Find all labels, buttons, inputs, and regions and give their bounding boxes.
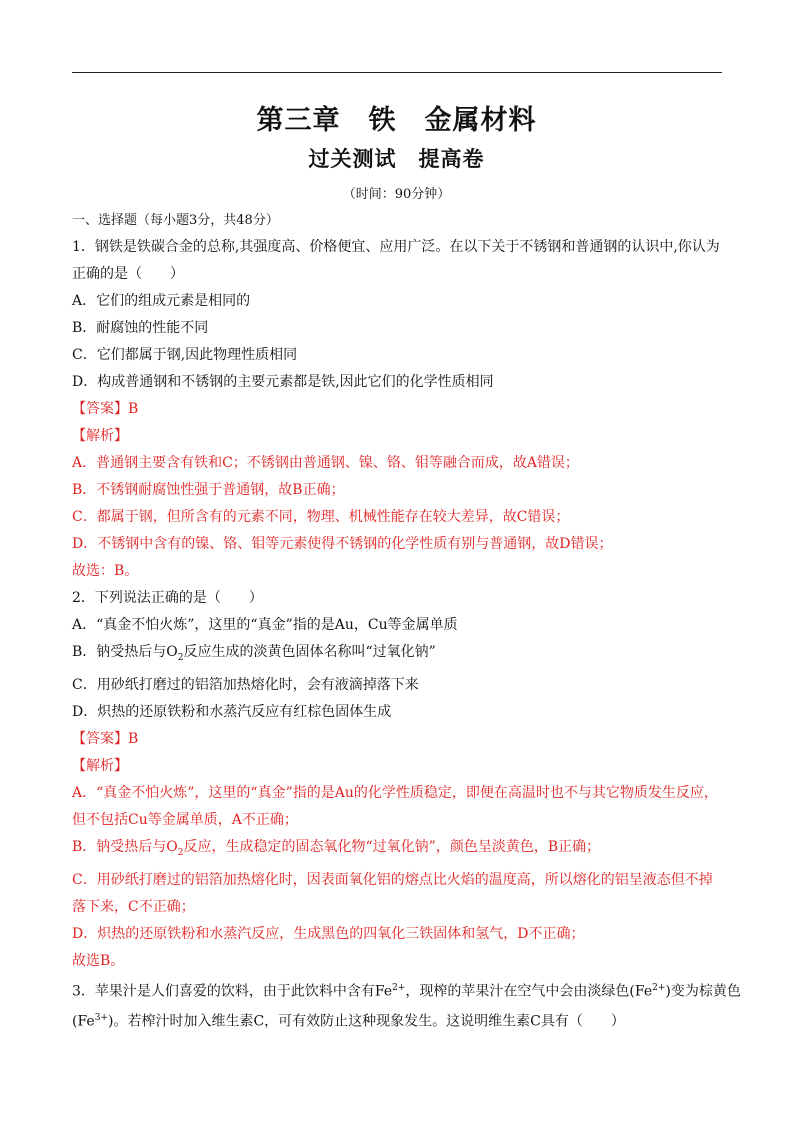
answer-label: 【答案】 <box>72 401 128 417</box>
option-d: D．构成普通钢和不锈钢的主要元素都是铁,因此它们的化学性质相同 <box>72 374 494 390</box>
conclusion: 故选B。 <box>72 952 125 969</box>
answer <box>72 396 724 423</box>
analysis-label: 【解析】 <box>72 428 128 444</box>
analysis-a: A．“真金不怕火炼”，这里的“真金”指的是Au的化学性质稳定，即便在高温时也不与其它物质发生反应， <box>72 784 718 801</box>
question-2 <box>72 585 724 975</box>
subscript: 2 <box>177 652 184 663</box>
question-3 <box>72 975 741 1036</box>
question-stem <box>72 975 741 1006</box>
analysis-a-cont: 但不包括Cu等金属单质，A不正确； <box>72 811 298 828</box>
option-b <box>72 639 724 672</box>
superscript: 2+ <box>652 982 666 993</box>
stem-text-cont: ，现榨的苹果汁在空气中会由淡绿色(Fe <box>405 983 653 1000</box>
option-d: D．炽热的还原铁粉和水蒸汽反应有红棕色固体生成 <box>72 703 392 720</box>
question-stem: 2．下列说法正确的是（ ） <box>72 590 263 606</box>
analysis-b-text-cont: 反应，生成稳定的固态氧化物“过氧化钠”，颜色呈淡黄色，B正确； <box>183 838 601 855</box>
option-b-text-cont: 反应生成的淡黄色固体名称叫“过氧化钠” <box>183 644 436 660</box>
question-stem-cont <box>72 1005 724 1036</box>
analysis-c-cont: 落下来，C不正确； <box>72 898 195 915</box>
test-subtitle: 过关测试 提高卷 <box>308 146 485 171</box>
time-note: （时间：90分钟） <box>342 187 451 202</box>
section-heading: 一、选择题（每小题3分，共48分） <box>72 213 279 228</box>
chapter-title: 第三章 铁 金属材料 <box>256 105 537 136</box>
option-c: C．用砂纸打磨过的铝箔加热熔化时，会有液滴掉落下来 <box>72 676 419 693</box>
stem-text-cont: )变为棕黄色 <box>665 983 741 1000</box>
option-b: B．耐腐蚀的性能不同 <box>72 320 209 336</box>
superscript: 2+ <box>392 982 406 993</box>
stem-text: (Fe <box>72 1013 95 1030</box>
question-stem-cont: 正确的是（ ） <box>72 266 184 282</box>
superscript: 3+ <box>94 1013 108 1024</box>
document-body <box>72 207 741 1036</box>
answer-label: 【答案】 <box>72 730 128 747</box>
analysis-b: B．不锈钢耐腐蚀性强于普通钢，故B正确； <box>72 482 345 498</box>
analysis-a: A．普通钢主要含有铁和C；不锈钢由普通钢、镍、铬、钼等融合而成，故A错误； <box>72 455 579 471</box>
option-a: A．“真金不怕火炼”，这里的“真金”指的是Au，Cu等金属单质 <box>72 617 458 633</box>
option-c: C．它们都属于钢,因此物理性质相同 <box>72 347 298 363</box>
option-a: A．它们的组成元素是相同的 <box>72 293 251 309</box>
analysis-d: D．不锈钢中含有的镍、铬、钼等元素使得不锈钢的化学性质有别与普通钢，故D错误； <box>72 536 613 552</box>
analysis-c: C．都属于钢，但所含有的元素不同，物理、机械性能存在较大差异，故C错误； <box>72 509 570 525</box>
subscript: 2 <box>177 847 184 858</box>
header-rule <box>72 72 722 73</box>
analysis-b <box>72 834 724 867</box>
option-b-text: B．钠受热后与O <box>72 644 178 660</box>
question-1 <box>72 234 724 585</box>
question-stem: 1．钢铁是铁碳合金的总称,其强度高、价格便宜、应用广泛。在以下关于不锈钢和普通钢的认识中,你认为 <box>72 239 720 255</box>
analysis-c: C．用砂纸打磨过的铝箔加热熔化时，因表面氧化铝的熔点比火焰的温度高，所以熔化的铝呈液态但不掉 <box>72 871 713 888</box>
answer-value: B <box>128 730 139 747</box>
analysis-b-text: B．钠受热后与O <box>72 838 178 855</box>
stem-text-cont: )。若榨汁时加入维生素C，可有效防止这种现象发生。这说明维生素C具有（ ） <box>107 1013 625 1030</box>
stem-text: 3．苹果汁是人们喜爱的饮料，由于此饮料中含有Fe <box>72 983 393 1000</box>
conclusion: 故选：B。 <box>72 563 139 579</box>
analysis-label: 【解析】 <box>72 757 128 774</box>
answer <box>72 726 724 753</box>
answer-value: B <box>128 401 139 417</box>
analysis-d: D．炽热的还原铁粉和水蒸汽反应，生成黑色的四氧化三铁固体和氢气，D不正确； <box>72 925 585 942</box>
